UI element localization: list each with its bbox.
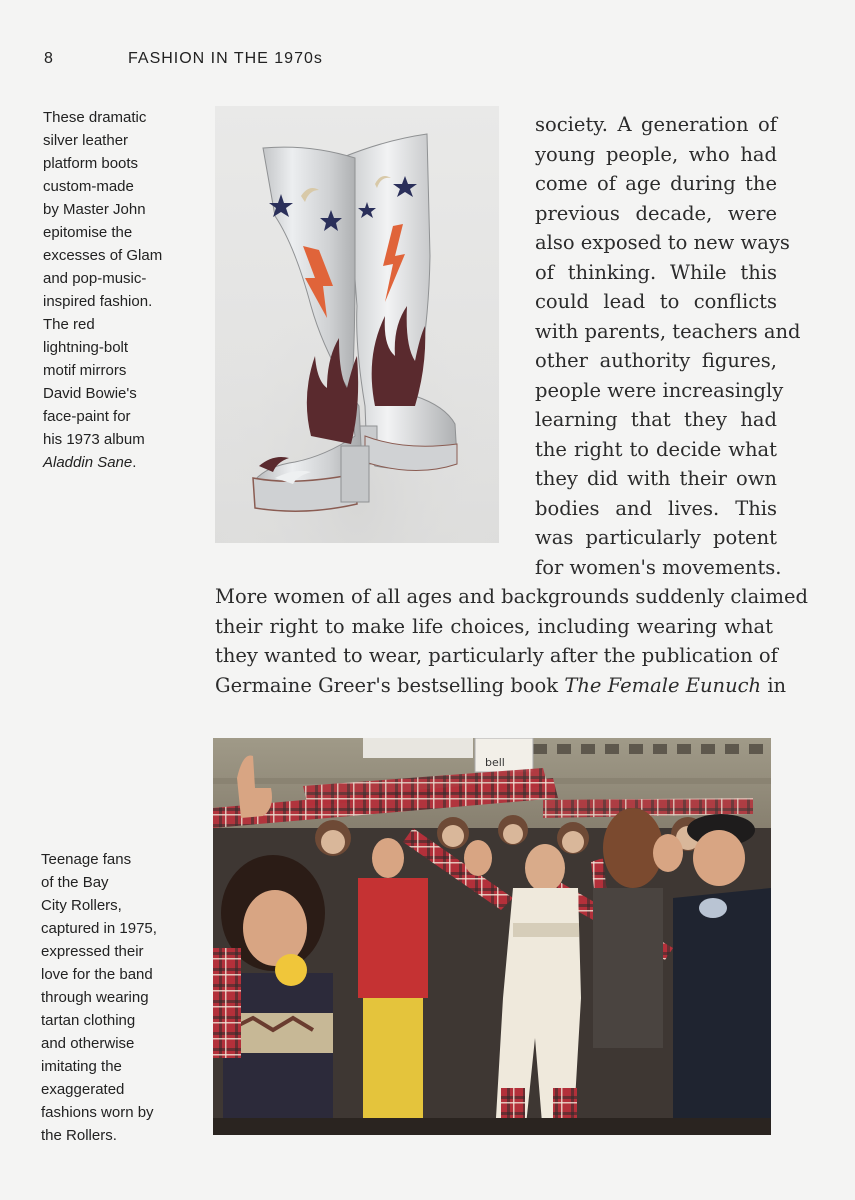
- body-line: with parents, teachers and: [535, 319, 801, 343]
- caption-line: tartan clothing: [41, 1012, 136, 1029]
- body-line-last: [215, 671, 787, 701]
- caption-line: captured in 1975,: [41, 920, 157, 937]
- caption-line: and pop-music-: [43, 270, 147, 287]
- left-girl: [213, 855, 333, 1135]
- caption-line: love for the band: [41, 966, 153, 983]
- body-line: of thinking. While this: [535, 260, 777, 284]
- page-number: 8: [44, 50, 54, 67]
- album-title: Aladdin Sane: [43, 454, 133, 471]
- caption-line: the Rollers.: [41, 1127, 117, 1144]
- body-line: young people, who had: [535, 142, 777, 166]
- caption-line: These dramatic: [43, 109, 147, 126]
- caption-line: imitating the: [41, 1058, 122, 1075]
- body-line: other authority figures,: [535, 349, 777, 372]
- caption-line: motif mirrors: [43, 362, 127, 379]
- caption-line: excesses of Glam: [43, 247, 163, 264]
- crowd-photo: [213, 738, 771, 1135]
- caption-line: by Master John: [43, 201, 146, 218]
- boots-caption: [43, 106, 203, 474]
- boots-photo: [215, 106, 499, 543]
- body-line: could lead to conflicts: [535, 290, 777, 313]
- caption-line: The red: [43, 316, 95, 333]
- last-line-prefix: Germaine Greer's bestselling book: [215, 673, 559, 697]
- body-line: also exposed to new ways: [535, 231, 790, 254]
- caption-line: exaggerated: [41, 1081, 125, 1098]
- fans-caption: [41, 848, 201, 1147]
- body-text-wide: [215, 582, 808, 702]
- caption-line: City Rollers,: [41, 897, 122, 914]
- caption-line: custom-made: [43, 178, 134, 195]
- crowd-sign-text: bell: [485, 756, 505, 769]
- body-line: society. A generation of: [535, 113, 777, 136]
- caption-line: through wearing: [41, 989, 149, 1006]
- caption-line: his 1973 album: [43, 431, 145, 448]
- caption-line: of the Bay: [41, 874, 109, 891]
- body-line: for women's movements.: [535, 555, 782, 579]
- caption-line: face-paint for: [43, 408, 131, 425]
- caption-line: platform boots: [43, 155, 139, 172]
- caption-line: David Bowie's: [43, 385, 137, 402]
- body-line: people were increasingly: [535, 378, 784, 402]
- body-line: they wanted to wear, particularly after the publication of: [215, 644, 778, 667]
- body-text-column: [535, 110, 801, 580]
- body-line: come of age during the: [535, 172, 777, 195]
- last-line-suffix: in: [767, 673, 787, 697]
- running-title: FASHION IN THE 1970s: [128, 50, 323, 67]
- caption-line: inspired fashion.: [43, 293, 153, 310]
- caption-album-line: [43, 451, 203, 474]
- caption-line: epitomise the: [43, 224, 133, 241]
- body-line: the right to decide what: [535, 437, 777, 461]
- caption-line: and otherwise: [41, 1035, 135, 1052]
- caption-line: expressed their: [41, 943, 144, 960]
- body-line: was particularly potent: [535, 526, 777, 549]
- album-suffix: .: [132, 454, 137, 471]
- body-line: their right to make life choices, including wearing what: [215, 614, 773, 638]
- caption-line: Teenage fans: [41, 851, 132, 868]
- body-line: previous decade, were: [535, 201, 777, 225]
- body-line: they did with their own: [535, 467, 777, 490]
- body-line: More women of all ages and backgrounds suddenly claimed: [215, 585, 808, 608]
- body-line: learning that they had: [535, 408, 777, 431]
- body-line: bodies and lives. This: [535, 496, 777, 520]
- crowd-sign: [475, 738, 533, 772]
- caption-line: fashions worn by: [41, 1104, 154, 1121]
- caption-line: silver leather: [43, 132, 129, 149]
- caption-line: lightning-bolt: [43, 339, 129, 356]
- book-title: The Female Eunuch: [564, 673, 762, 697]
